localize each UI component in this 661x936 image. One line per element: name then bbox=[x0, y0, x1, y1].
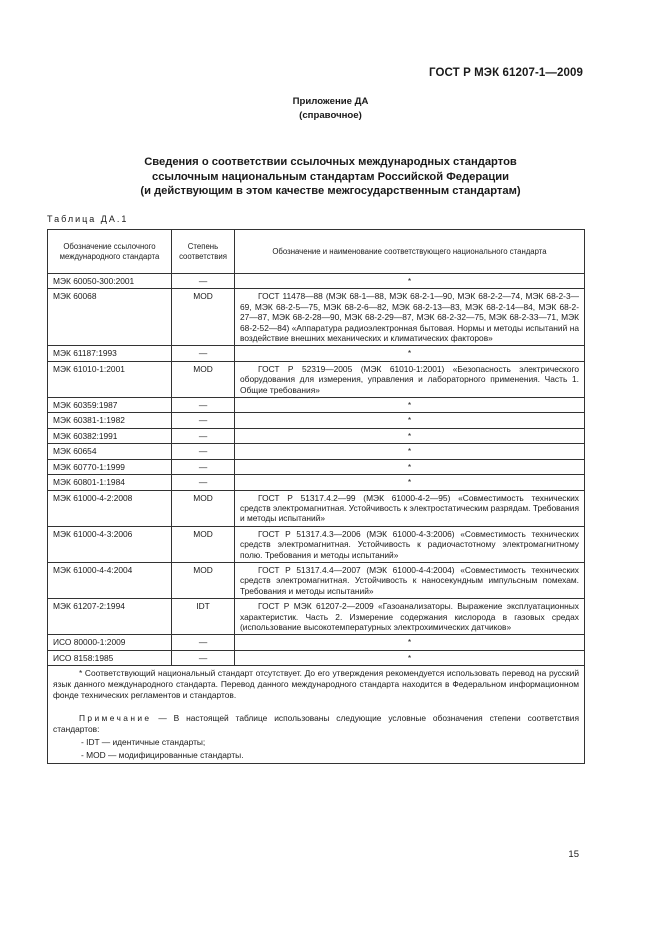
cell-international-standard: МЭК 61187:1993 bbox=[48, 346, 172, 361]
table-row bbox=[48, 650, 585, 665]
table-row bbox=[48, 459, 585, 474]
cell-international-standard: МЭК 61000-4-3:2006 bbox=[48, 526, 172, 562]
section-title-line: Сведения о соответствии ссылочных международных стандартов bbox=[144, 156, 517, 168]
cell-degree: MOD bbox=[172, 562, 235, 598]
correspondence-table bbox=[47, 229, 585, 764]
table-row bbox=[48, 413, 585, 428]
cell-international-standard: МЭК 60050-300:2001 bbox=[48, 274, 172, 289]
note-list-item: - IDT — идентичные стандарты; bbox=[81, 737, 206, 748]
table-row bbox=[48, 428, 585, 443]
cell-national-standard: * bbox=[235, 274, 585, 289]
table-row bbox=[48, 289, 585, 346]
cell-national-standard: * bbox=[235, 413, 585, 428]
cell-international-standard: МЭК 60801-1:1984 bbox=[48, 475, 172, 490]
table-notes bbox=[48, 666, 585, 764]
section-title-line: (и действующим в этом качестве межгосударственным стандартам) bbox=[140, 185, 521, 197]
appendix-subtitle: (справочное) bbox=[299, 110, 362, 121]
cell-degree: — bbox=[172, 413, 235, 428]
table-header-row bbox=[48, 230, 585, 274]
cell-national-standard: * bbox=[235, 346, 585, 361]
note-text: — В настоящей таблице использованы следующие условные обозначения степени соответствия стандартов: bbox=[53, 713, 579, 735]
cell-international-standard: МЭК 60654 bbox=[48, 444, 172, 459]
cell-degree: — bbox=[172, 635, 235, 650]
table-row bbox=[48, 635, 585, 650]
document-code: ГОСТ Р МЭК 61207-1—2009 bbox=[429, 67, 583, 79]
cell-international-standard: МЭК 60770-1:1999 bbox=[48, 459, 172, 474]
cell-national-standard: * bbox=[235, 635, 585, 650]
table-row bbox=[48, 599, 585, 635]
page-number: 15 bbox=[568, 849, 579, 860]
appendix-heading bbox=[0, 95, 661, 123]
cell-international-standard: МЭК 60381-1:1982 bbox=[48, 413, 172, 428]
cell-national-standard: ГОСТ Р 51317.4.4—2007 (МЭК 61000-4-4:2004) «Совместимость технических средств электромагнитная. Устойчивость к наносекундным импульсным помехам. Требования и методы испытаний» bbox=[235, 562, 585, 598]
table-row bbox=[48, 346, 585, 361]
cell-national-standard: * bbox=[235, 650, 585, 665]
header-international-standard: Обозначение ссылочного международного стандарта bbox=[48, 230, 172, 274]
cell-national-standard: ГОСТ Р МЭК 61207-2—2009 «Газоанализаторы. Выражение эксплуатационных характеристик. Часть 2. Измерение содержания кислорода в газовых средах (использование высокотемпературных электрохимических датчиков» bbox=[235, 599, 585, 635]
cell-degree: MOD bbox=[172, 526, 235, 562]
cell-national-standard: ГОСТ Р 51317.4.2—99 (МЭК 61000-4-2—95) «Совместимость технических средств электромагнитная. Устойчивость к электростатическим разрядам. Требования и методы испытаний» bbox=[235, 490, 585, 526]
cell-degree: — bbox=[172, 346, 235, 361]
cell-degree: MOD bbox=[172, 361, 235, 397]
table-row bbox=[48, 490, 585, 526]
cell-degree: IDT bbox=[172, 599, 235, 635]
cell-national-standard: ГОСТ Р 51317.4.3—2006 (МЭК 61000-4-3:2006) «Совместимость технических средств электромагнитная. Устойчивость к радиочастотному электромагнитному полю. Требования и методы испытаний» bbox=[235, 526, 585, 562]
note-label: Примечание bbox=[79, 713, 152, 724]
table-row bbox=[48, 562, 585, 598]
cell-degree: — bbox=[172, 428, 235, 443]
cell-national-standard: * bbox=[235, 398, 585, 413]
table-row bbox=[48, 475, 585, 490]
cell-degree: — bbox=[172, 475, 235, 490]
table-row bbox=[48, 274, 585, 289]
cell-international-standard: МЭК 61000-4-2:2008 bbox=[48, 490, 172, 526]
cell-international-standard: МЭК 60359:1987 bbox=[48, 398, 172, 413]
cell-degree: — bbox=[172, 444, 235, 459]
header-degree: Степень соответствия bbox=[172, 230, 235, 274]
table-row bbox=[48, 398, 585, 413]
cell-national-standard: * bbox=[235, 475, 585, 490]
header-national-standard: Обозначение и наименование соответствующего национального стандарта bbox=[235, 230, 585, 274]
cell-international-standard: МЭК 61000-4-4:2004 bbox=[48, 562, 172, 598]
cell-national-standard: ГОСТ 11478—88 (МЭК 68-1—88, МЭК 68-2-1—90, МЭК 68-2-2—74, МЭК 68-2-3—69, МЭК 68-2-5—75, МЭК 68-2-6—82, МЭК 68-2-13—83, МЭК 68-2-14—84, МЭК 68-2-27—87, МЭК 68-2-28—90, МЭК 68-2-29—87, МЭК 68-2-32—75, МЭК 68-2-33—71, МЭК 68-2-52—84) «Аппаратура радиоэлектронная бытовая. Нормы и методы испытаний на воздействие внешних механических и климатических факторов» bbox=[235, 289, 585, 346]
cell-international-standard: МЭК 61207-2:1994 bbox=[48, 599, 172, 635]
note-list-item: - MOD — модифицированные стандарты. bbox=[81, 750, 244, 761]
table-row bbox=[48, 526, 585, 562]
cell-degree: — bbox=[172, 459, 235, 474]
cell-degree: — bbox=[172, 398, 235, 413]
cell-degree: MOD bbox=[172, 289, 235, 346]
note bbox=[53, 713, 579, 735]
section-title-line: ссылочным национальным стандартам Российской Федерации bbox=[151, 170, 510, 183]
cell-national-standard: ГОСТ Р 52319—2005 (МЭК 61010-1:2001) «Безопасность электрического оборудования для измерения, управления и лабораторного применения. Часть 1. Общие требования» bbox=[235, 361, 585, 397]
cell-national-standard: * bbox=[235, 428, 585, 443]
cell-international-standard: ИСО 80000-1:2009 bbox=[48, 635, 172, 650]
cell-international-standard: МЭК 60068 bbox=[48, 289, 172, 346]
table-body bbox=[48, 274, 585, 666]
cell-national-standard: * bbox=[235, 444, 585, 459]
cell-international-standard: МЭК 60382:1991 bbox=[48, 428, 172, 443]
table-notes-row bbox=[48, 666, 585, 764]
appendix-title: Приложение ДА bbox=[292, 96, 369, 107]
cell-international-standard: ИСО 8158:1985 bbox=[48, 650, 172, 665]
section-title bbox=[60, 155, 601, 199]
footnote: * Соответствующий национальный стандарт отсутствует. До его утверждения рекомендуется использовать перевод на русский язык данного международного стандарта. Перевод данного международного стандарта находится в Федеральном информационном фонде технических регламентов и стандартов. bbox=[53, 668, 579, 701]
table-row bbox=[48, 444, 585, 459]
cell-degree: MOD bbox=[172, 490, 235, 526]
cell-degree: — bbox=[172, 274, 235, 289]
table-caption: Таблица ДА.1 bbox=[47, 214, 129, 224]
cell-degree: — bbox=[172, 650, 235, 665]
cell-national-standard: * bbox=[235, 459, 585, 474]
cell-international-standard: МЭК 61010-1:2001 bbox=[48, 361, 172, 397]
table-row bbox=[48, 361, 585, 397]
